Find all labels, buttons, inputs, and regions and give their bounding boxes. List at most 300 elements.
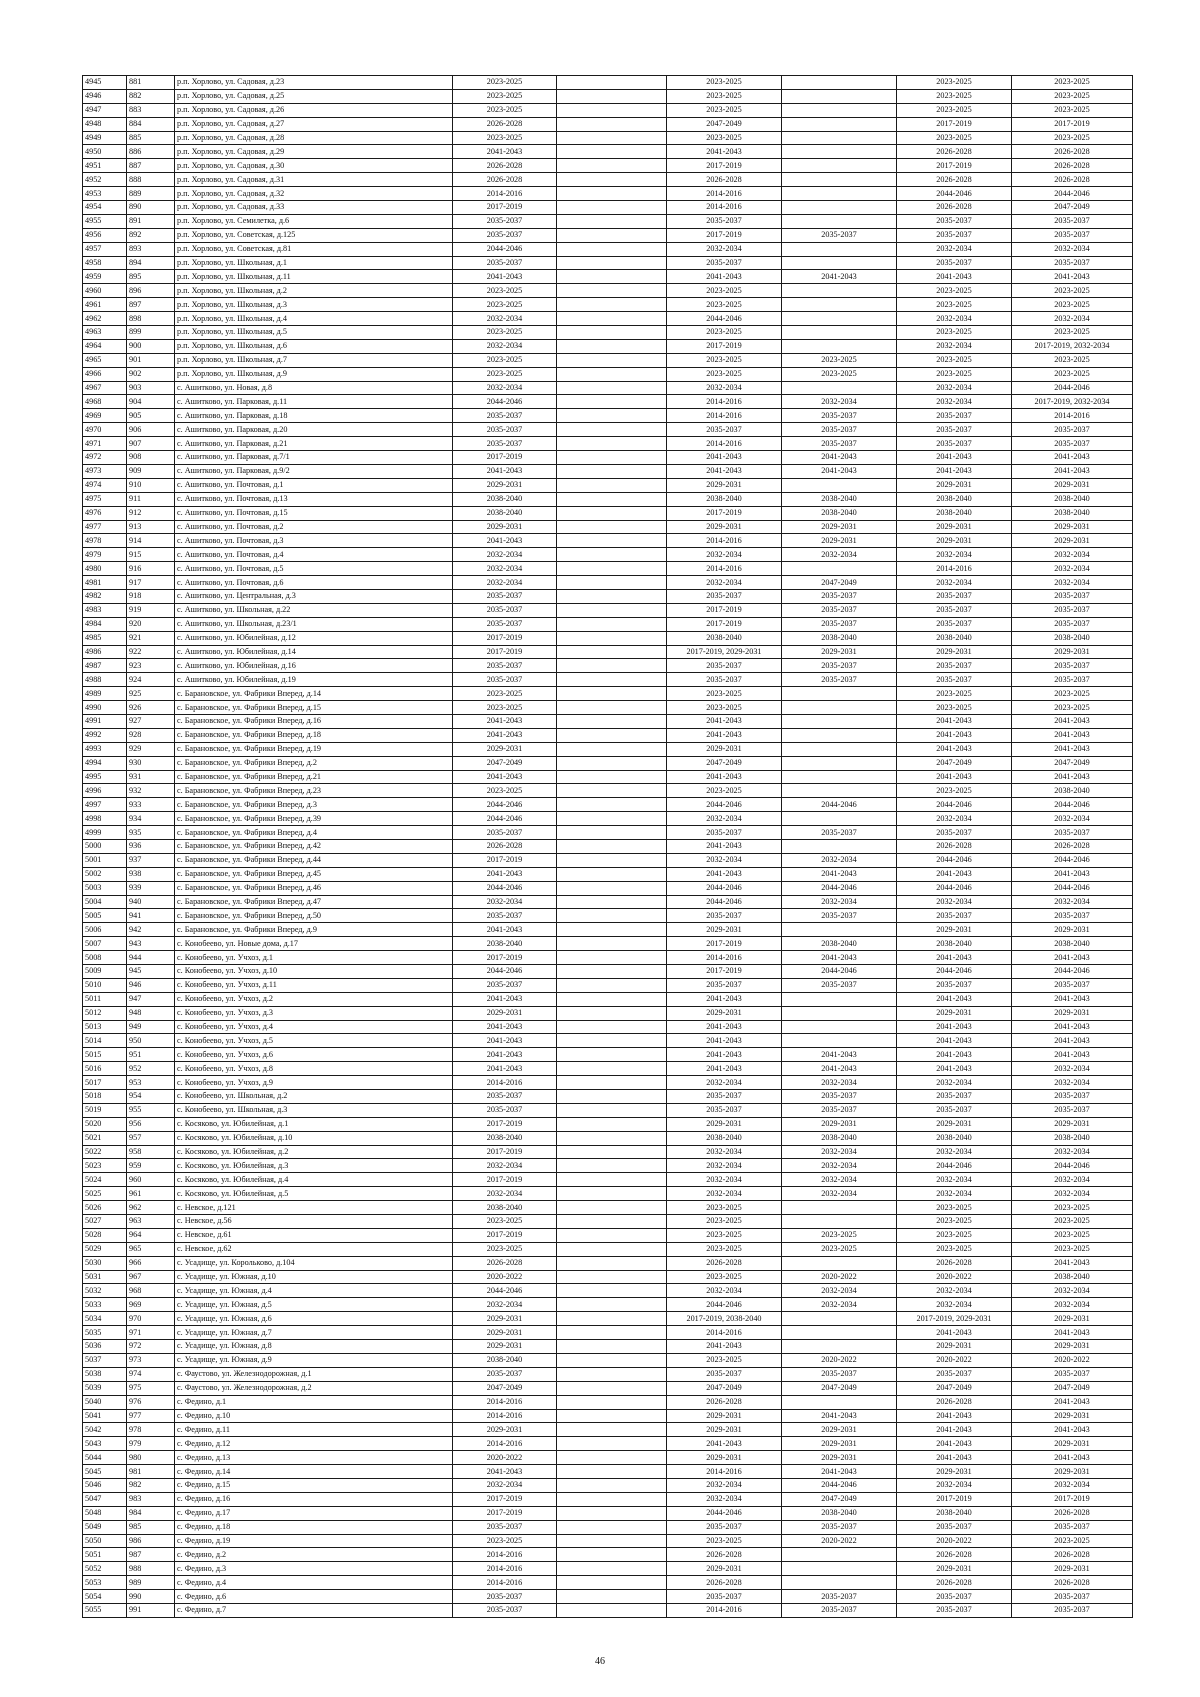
row-number-cell: 4951 (83, 159, 127, 173)
period-cell: 2023-2025 (897, 89, 1012, 103)
row-number-cell: 4980 (83, 562, 127, 576)
table-row (83, 1478, 1133, 1492)
period-cell: 2035-2037 (453, 909, 557, 923)
period-cell: 2017-2019 (897, 1492, 1012, 1506)
period-cell: 2041-2043 (782, 1062, 897, 1076)
item-number-cell: 986 (127, 1534, 175, 1548)
table-row (83, 451, 1133, 465)
period-cell: 2047-2049 (667, 756, 782, 770)
period-cell: 2032-2034 (667, 853, 782, 867)
period-cell: 2026-2028 (1012, 1576, 1133, 1590)
period-cell: 2035-2037 (667, 978, 782, 992)
period-cell: 2047-2049 (453, 756, 557, 770)
period-cell (782, 756, 897, 770)
period-cell (557, 381, 667, 395)
period-cell: 2032-2034 (897, 812, 1012, 826)
period-cell: 2035-2037 (782, 909, 897, 923)
row-number-cell: 5002 (83, 867, 127, 881)
period-cell: 2014-2016 (667, 395, 782, 409)
address-cell: с. Ашитково, ул. Юбилейная, д.16 (175, 659, 453, 673)
period-cell (557, 1034, 667, 1048)
period-cell: 2044-2046 (667, 312, 782, 326)
period-cell: 2044-2046 (1012, 381, 1133, 395)
table-row (83, 1117, 1133, 1131)
period-cell: 2023-2025 (453, 367, 557, 381)
table-row (83, 214, 1133, 228)
table-row (83, 645, 1133, 659)
period-cell: 2044-2046 (1012, 853, 1133, 867)
period-cell: 2026-2028 (1012, 145, 1133, 159)
period-cell: 2044-2046 (453, 242, 557, 256)
address-cell: с. Ашитково, ул. Юбилейная, д.14 (175, 645, 453, 659)
address-cell: с. Федино, д.18 (175, 1520, 453, 1534)
period-cell (557, 812, 667, 826)
table-row (83, 1437, 1133, 1451)
period-cell: 2023-2025 (897, 784, 1012, 798)
row-number-cell: 4979 (83, 548, 127, 562)
period-cell (557, 1353, 667, 1367)
period-cell: 2035-2037 (1012, 214, 1133, 228)
period-cell: 2032-2034 (667, 1187, 782, 1201)
period-cell (557, 1145, 667, 1159)
period-cell (557, 1437, 667, 1451)
table-row (83, 1090, 1133, 1104)
row-number-cell: 4984 (83, 617, 127, 631)
period-cell: 2014-2016 (453, 1576, 557, 1590)
period-cell: 2038-2040 (453, 506, 557, 520)
period-cell: 2029-2031 (1012, 645, 1133, 659)
row-number-cell: 5024 (83, 1173, 127, 1187)
period-cell: 2017-2019 (453, 951, 557, 965)
address-cell: с. Усадище, ул. Южная, д.7 (175, 1326, 453, 1340)
table-row (83, 687, 1133, 701)
period-cell (782, 1395, 897, 1409)
item-number-cell: 943 (127, 937, 175, 951)
row-number-cell: 4974 (83, 478, 127, 492)
address-cell: с. Ашитково, ул. Почтовая, д.3 (175, 534, 453, 548)
item-number-cell: 925 (127, 687, 175, 701)
period-cell: 2023-2025 (897, 353, 1012, 367)
period-cell: 2035-2037 (453, 659, 557, 673)
period-cell: 2029-2031 (453, 1340, 557, 1354)
item-number-cell: 896 (127, 284, 175, 298)
row-number-cell: 4969 (83, 409, 127, 423)
period-cell: 2017-2019 (667, 506, 782, 520)
period-cell: 2032-2034 (782, 395, 897, 409)
address-cell: с. Федино, д.19 (175, 1534, 453, 1548)
address-cell: с. Конобеево, ул. Учхоз, д.9 (175, 1076, 453, 1090)
period-cell: 2032-2034 (1012, 1284, 1133, 1298)
period-cell: 2026-2028 (453, 159, 557, 173)
address-cell: р.п. Хорлово, ул. Школьная, д.6 (175, 339, 453, 353)
address-cell: р.п. Хорлово, ул. Садовая, д.23 (175, 76, 453, 90)
period-cell: 2035-2037 (782, 1103, 897, 1117)
period-cell: 2035-2037 (1012, 589, 1133, 603)
row-number-cell: 4982 (83, 589, 127, 603)
address-cell: с. Ашитково, ул. Почтовая, д.5 (175, 562, 453, 576)
table-row (83, 1076, 1133, 1090)
period-cell: 2026-2028 (1012, 1548, 1133, 1562)
period-cell: 2026-2028 (453, 839, 557, 853)
period-cell: 2038-2040 (897, 506, 1012, 520)
item-number-cell: 928 (127, 728, 175, 742)
item-number-cell: 918 (127, 589, 175, 603)
item-number-cell: 910 (127, 478, 175, 492)
period-cell (782, 1215, 897, 1229)
table-row (83, 1395, 1133, 1409)
period-cell: 2038-2040 (667, 492, 782, 506)
period-cell: 2038-2040 (782, 1506, 897, 1520)
table-row (83, 1242, 1133, 1256)
period-cell: 2035-2037 (453, 673, 557, 687)
period-cell: 2044-2046 (667, 1298, 782, 1312)
table-row (83, 339, 1133, 353)
period-cell: 2029-2031 (1012, 478, 1133, 492)
period-cell: 2044-2046 (897, 1159, 1012, 1173)
period-cell: 2035-2037 (667, 909, 782, 923)
period-cell: 2026-2028 (897, 145, 1012, 159)
period-cell (557, 1201, 667, 1215)
address-cell: с. Ашитково, ул. Парковая, д.20 (175, 423, 453, 437)
row-number-cell: 5026 (83, 1201, 127, 1215)
address-cell: р.п. Хорлово, ул. Семилетка, д.6 (175, 214, 453, 228)
period-cell (557, 298, 667, 312)
period-cell: 2041-2043 (1012, 270, 1133, 284)
table-row (83, 1451, 1133, 1465)
row-number-cell: 4954 (83, 201, 127, 215)
period-cell: 2026-2028 (897, 201, 1012, 215)
item-number-cell: 984 (127, 1506, 175, 1520)
period-cell: 2026-2028 (1012, 839, 1133, 853)
period-cell: 2023-2025 (782, 1242, 897, 1256)
item-number-cell: 980 (127, 1451, 175, 1465)
table-row (83, 617, 1133, 631)
period-cell: 2032-2034 (1012, 1478, 1133, 1492)
row-number-cell: 5048 (83, 1506, 127, 1520)
period-cell: 2038-2040 (453, 1353, 557, 1367)
period-cell: 2032-2034 (782, 1173, 897, 1187)
table-row (83, 1187, 1133, 1201)
item-number-cell: 930 (127, 756, 175, 770)
row-number-cell: 5017 (83, 1076, 127, 1090)
address-cell: с. Конобеево, ул. Учхоз, д.3 (175, 1006, 453, 1020)
table-row (83, 534, 1133, 548)
address-cell: с. Конобеево, ул. Учхоз, д.11 (175, 978, 453, 992)
period-cell: 2026-2028 (897, 839, 1012, 853)
period-cell: 2041-2043 (453, 728, 557, 742)
period-cell: 2029-2031 (897, 645, 1012, 659)
period-cell: 2035-2037 (453, 256, 557, 270)
row-number-cell: 4978 (83, 534, 127, 548)
period-cell: 2023-2025 (453, 326, 557, 340)
period-cell: 2023-2025 (667, 367, 782, 381)
period-cell: 2041-2043 (897, 1020, 1012, 1034)
table-row (83, 256, 1133, 270)
period-cell: 2035-2037 (453, 423, 557, 437)
period-cell: 2032-2034 (453, 381, 557, 395)
table-row (83, 187, 1133, 201)
period-cell: 2029-2031 (897, 534, 1012, 548)
item-number-cell: 988 (127, 1562, 175, 1576)
address-cell: с. Ашитково, ул. Почтовая, д.4 (175, 548, 453, 562)
item-number-cell: 888 (127, 173, 175, 187)
period-cell: 2017-2019 (453, 1117, 557, 1131)
period-cell: 2035-2037 (453, 617, 557, 631)
table-row (83, 923, 1133, 937)
period-cell: 2032-2034 (782, 1298, 897, 1312)
period-cell: 2035-2037 (782, 1367, 897, 1381)
period-cell: 2044-2046 (782, 881, 897, 895)
period-cell: 2029-2031 (782, 534, 897, 548)
table-row (83, 1340, 1133, 1354)
period-cell: 2026-2028 (1012, 1506, 1133, 1520)
period-cell: 2026-2028 (897, 1395, 1012, 1409)
row-number-cell: 5003 (83, 881, 127, 895)
period-cell (557, 1576, 667, 1590)
item-number-cell: 949 (127, 1020, 175, 1034)
period-cell: 2041-2043 (667, 1048, 782, 1062)
period-cell: 2041-2043 (453, 1048, 557, 1062)
item-number-cell: 901 (127, 353, 175, 367)
period-cell: 2044-2046 (1012, 965, 1133, 979)
item-number-cell: 960 (127, 1173, 175, 1187)
period-cell (782, 687, 897, 701)
item-number-cell: 893 (127, 242, 175, 256)
period-cell (557, 256, 667, 270)
table-row (83, 965, 1133, 979)
period-cell: 2032-2034 (1012, 1062, 1133, 1076)
period-cell (557, 1215, 667, 1229)
address-cell: р.п. Хорлово, ул. Садовая, д.26 (175, 103, 453, 117)
period-cell: 2023-2025 (897, 103, 1012, 117)
period-cell: 2032-2034 (453, 548, 557, 562)
address-cell: с. Федино, д.1 (175, 1395, 453, 1409)
row-number-cell: 4976 (83, 506, 127, 520)
item-number-cell: 916 (127, 562, 175, 576)
period-cell: 2044-2046 (667, 895, 782, 909)
address-cell: с. Ашитково, ул. Парковая, д.7/1 (175, 451, 453, 465)
period-cell: 2041-2043 (1012, 728, 1133, 742)
period-cell: 2029-2031 (1012, 1117, 1133, 1131)
row-number-cell: 5010 (83, 978, 127, 992)
item-number-cell: 983 (127, 1492, 175, 1506)
period-cell: 2041-2043 (667, 270, 782, 284)
period-cell: 2032-2034 (897, 1173, 1012, 1187)
period-cell: 2029-2031 (667, 742, 782, 756)
period-cell: 2035-2037 (453, 1367, 557, 1381)
period-cell: 2035-2037 (667, 1367, 782, 1381)
period-cell: 2035-2037 (1012, 437, 1133, 451)
row-number-cell: 4981 (83, 576, 127, 590)
period-cell: 2041-2043 (782, 1465, 897, 1479)
row-number-cell: 5044 (83, 1451, 127, 1465)
item-number-cell: 919 (127, 603, 175, 617)
period-cell (557, 1590, 667, 1604)
period-cell: 2044-2046 (897, 965, 1012, 979)
period-cell: 2035-2037 (897, 256, 1012, 270)
table-row (83, 992, 1133, 1006)
address-cell: с. Федино, д.3 (175, 1562, 453, 1576)
period-cell (557, 1548, 667, 1562)
period-cell: 2038-2040 (1012, 937, 1133, 951)
table-row (83, 895, 1133, 909)
period-cell: 2032-2034 (667, 1478, 782, 1492)
period-cell: 2032-2034 (897, 1284, 1012, 1298)
period-cell (557, 76, 667, 90)
period-cell: 2038-2040 (897, 1131, 1012, 1145)
table-row (83, 478, 1133, 492)
period-cell: 2020-2022 (897, 1270, 1012, 1284)
period-cell: 2017-2019, 2032-2034 (1012, 339, 1133, 353)
table-row (83, 353, 1133, 367)
period-cell: 2038-2040 (782, 492, 897, 506)
address-cell: с. Усадище, ул. Южная, д.8 (175, 1340, 453, 1354)
table-row (83, 548, 1133, 562)
period-cell (557, 742, 667, 756)
period-cell: 2035-2037 (1012, 978, 1133, 992)
period-cell (557, 1395, 667, 1409)
period-cell: 2035-2037 (897, 589, 1012, 603)
period-cell: 2023-2025 (1012, 284, 1133, 298)
period-cell: 2035-2037 (453, 409, 557, 423)
row-number-cell: 4972 (83, 451, 127, 465)
row-number-cell: 4990 (83, 701, 127, 715)
period-cell: 2032-2034 (453, 576, 557, 590)
item-number-cell: 929 (127, 742, 175, 756)
row-number-cell: 4956 (83, 228, 127, 242)
row-number-cell: 4949 (83, 131, 127, 145)
period-cell: 2017-2019 (667, 159, 782, 173)
row-number-cell: 5053 (83, 1576, 127, 1590)
period-cell (782, 562, 897, 576)
period-cell: 2044-2046 (897, 798, 1012, 812)
address-cell: с. Усадище, ул. Южная, д.10 (175, 1270, 453, 1284)
address-cell: с. Конобеево, ул. Школьная, д.2 (175, 1090, 453, 1104)
period-cell: 2032-2034 (667, 576, 782, 590)
row-number-cell: 5001 (83, 853, 127, 867)
period-cell: 2035-2037 (453, 228, 557, 242)
period-cell (557, 659, 667, 673)
period-cell (557, 1492, 667, 1506)
period-cell: 2029-2031 (1012, 1465, 1133, 1479)
period-cell: 2035-2037 (897, 1367, 1012, 1381)
period-cell (557, 451, 667, 465)
item-number-cell: 917 (127, 576, 175, 590)
table-row (83, 367, 1133, 381)
period-cell (557, 1603, 667, 1617)
period-cell: 2035-2037 (897, 603, 1012, 617)
period-cell: 2038-2040 (782, 937, 897, 951)
row-number-cell: 5029 (83, 1242, 127, 1256)
table-row (83, 1590, 1133, 1604)
period-cell: 2017-2019 (453, 853, 557, 867)
period-cell: 2023-2025 (1012, 353, 1133, 367)
period-cell: 2035-2037 (782, 1520, 897, 1534)
period-cell: 2038-2040 (897, 1506, 1012, 1520)
period-cell: 2023-2025 (897, 1242, 1012, 1256)
table-row (83, 145, 1133, 159)
period-cell: 2041-2043 (782, 451, 897, 465)
period-cell: 2032-2034 (667, 1145, 782, 1159)
address-cell: р.п. Хорлово, ул. Садовая, д.29 (175, 145, 453, 159)
period-cell (557, 548, 667, 562)
period-cell: 2035-2037 (667, 1520, 782, 1534)
item-number-cell: 882 (127, 89, 175, 103)
row-number-cell: 5018 (83, 1090, 127, 1104)
period-cell: 2032-2034 (667, 1159, 782, 1173)
address-cell: с. Федино, д.10 (175, 1409, 453, 1423)
address-cell: с. Ашитково, ул. Школьная, д.23/1 (175, 617, 453, 631)
table-row (83, 1201, 1133, 1215)
period-cell (557, 492, 667, 506)
table-row (83, 1215, 1133, 1229)
period-cell: 2047-2049 (667, 117, 782, 131)
period-cell: 2023-2025 (667, 1534, 782, 1548)
period-cell: 2041-2043 (1012, 451, 1133, 465)
period-cell: 2035-2037 (897, 1103, 1012, 1117)
table-row (83, 103, 1133, 117)
period-cell: 2035-2037 (453, 589, 557, 603)
period-cell: 2041-2043 (453, 464, 557, 478)
period-cell: 2035-2037 (667, 423, 782, 437)
period-cell: 2047-2049 (782, 1492, 897, 1506)
item-number-cell: 951 (127, 1048, 175, 1062)
period-cell: 2023-2025 (667, 701, 782, 715)
table-row (83, 159, 1133, 173)
period-cell: 2035-2037 (667, 1103, 782, 1117)
table-row (83, 381, 1133, 395)
item-number-cell: 905 (127, 409, 175, 423)
period-cell (782, 714, 897, 728)
period-cell: 2041-2043 (667, 451, 782, 465)
table-row (83, 659, 1133, 673)
item-number-cell: 913 (127, 520, 175, 534)
period-cell: 2041-2043 (897, 1062, 1012, 1076)
period-cell (782, 339, 897, 353)
period-cell: 2032-2034 (897, 1076, 1012, 1090)
period-cell: 2041-2043 (1012, 867, 1133, 881)
table-row (83, 131, 1133, 145)
period-cell: 2023-2025 (667, 284, 782, 298)
period-cell: 2035-2037 (1012, 1590, 1133, 1604)
period-cell: 2032-2034 (897, 312, 1012, 326)
period-cell: 2026-2028 (453, 117, 557, 131)
table-row (83, 826, 1133, 840)
table-row (83, 853, 1133, 867)
table-row (83, 784, 1133, 798)
period-cell (557, 312, 667, 326)
period-cell (782, 770, 897, 784)
row-number-cell: 5030 (83, 1256, 127, 1270)
row-number-cell: 5014 (83, 1034, 127, 1048)
table-row (83, 812, 1133, 826)
period-cell: 2032-2034 (453, 895, 557, 909)
period-cell (557, 478, 667, 492)
period-cell (557, 242, 667, 256)
period-cell: 2026-2028 (897, 173, 1012, 187)
item-number-cell: 985 (127, 1520, 175, 1534)
row-number-cell: 4977 (83, 520, 127, 534)
period-cell: 2017-2019 (453, 1492, 557, 1506)
address-cell: с. Ашитково, ул. Центральная, д.3 (175, 589, 453, 603)
period-cell: 2047-2049 (1012, 201, 1133, 215)
period-cell: 2023-2025 (1012, 1215, 1133, 1229)
period-cell: 2032-2034 (897, 381, 1012, 395)
period-cell: 2035-2037 (897, 978, 1012, 992)
period-cell: 2041-2043 (897, 728, 1012, 742)
period-cell: 2038-2040 (1012, 784, 1133, 798)
period-cell: 2032-2034 (897, 548, 1012, 562)
